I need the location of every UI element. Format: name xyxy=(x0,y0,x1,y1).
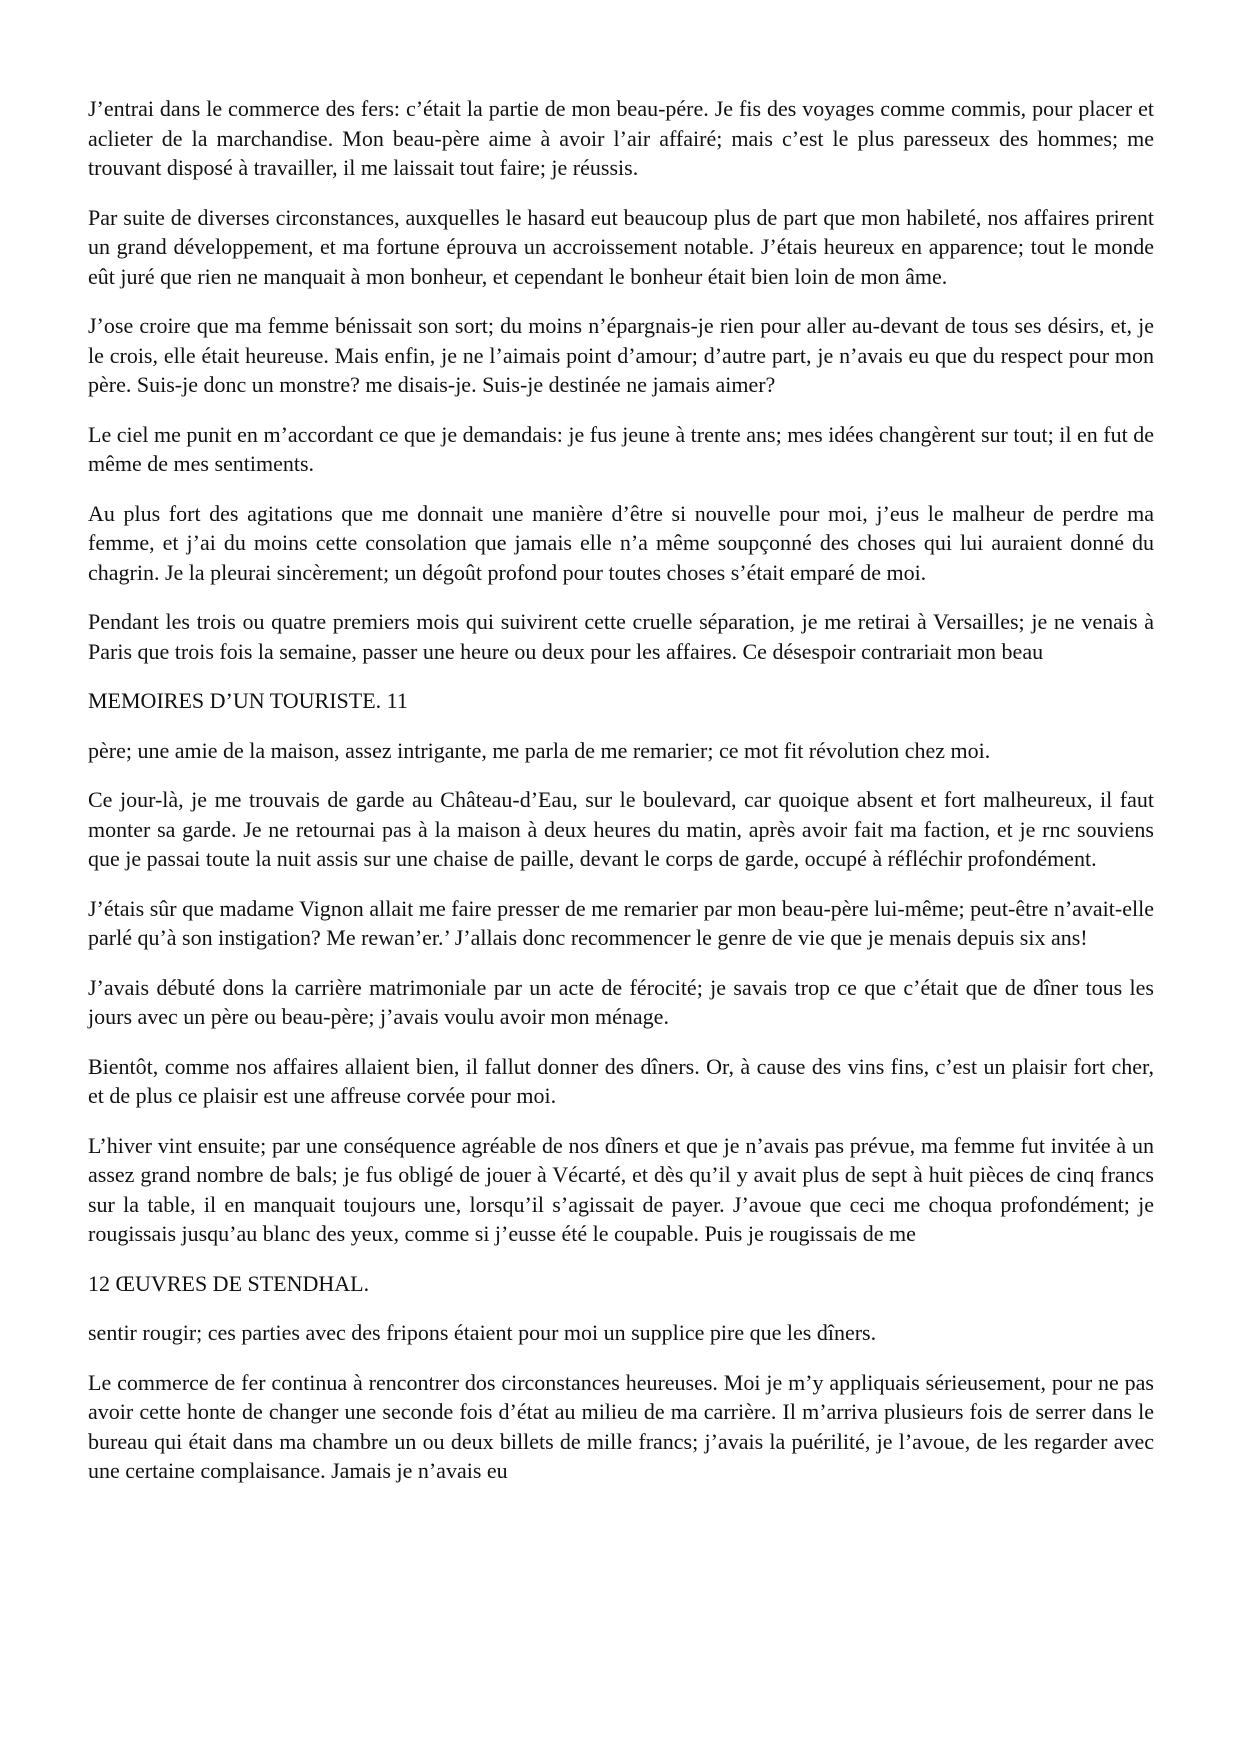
paragraph: J’ose croire que ma femme bénissait son sort; du moins n’épargnais-je rien pour aller au-devant de tous ses désirs, et, je le crois, elle était heureuse. Mais enfin, je ne l’aimais point d’amour; d’autre part, je n’avais eu que du respect pour mon père. Suis-je donc un monstre? me disais-je. Suis-je destinée ne jamais aimer? xyxy=(88,313,1154,397)
paragraph: sentir rougir; ces parties avec des fripons étaient pour moi un supplice pire que les dîners. xyxy=(88,1320,877,1345)
paragraph: Le ciel me punit en m’accordant ce que je demandais: je fus jeune à trente ans; mes idées changèrent sur tout; il en fut de même de mes sentiments. xyxy=(88,421,1154,476)
running-header: MEMOIRES D’UN TOURISTE. 11 xyxy=(88,688,408,713)
paragraph: J’étais sûr que madame Vignon allait me faire presser de me remarier par mon beau-père lui-même; peut-être n’avait-elle parlé qu’à son instigation? Me rewan’er.’ J’allais donc recommencer le genre de vie que je menais depuis six ans! xyxy=(88,895,1154,950)
paragraph: père; une amie de la maison, assez intrigante, me parla de me remarier; ce mot fit révolution chez moi. xyxy=(88,737,991,763)
paragraph: J’avais débuté dons la carrière matrimoniale par un acte de férocité; je savais trop ce que c’était que de dîner tous les jours avec un père ou beau-père; j’avais voulu avoir mon ménage. xyxy=(88,974,1154,1029)
document-page xyxy=(88,94,1154,1506)
running-header: 12 ŒUVRES DE STENDHAL. xyxy=(88,1270,370,1296)
paragraph: J’entrai dans le commerce des fers: c’était la partie de mon beau-pére. Je fis des voyages comme commis, pour placer et aclieter de la marchandise. Mon beau-père aime à avoir l’air affairé; mais c’est le plus paresseux des hommes; me trouvant disposé à travailler, il me laissait tout faire; je réussis. xyxy=(88,96,1154,180)
paragraph: Ce jour-là, je me trouvais de garde au Château-d’Eau, sur le boulevard, car quoique absent et fort malheureux, il faut monter sa garde. Je ne retournai pas à la maison à deux heures du matin, après avoir fait ma faction, et je rnc souviens que je passai toute la nuit assis sur une chaise de paille, devant le corps de garde, occupé à réfléchir profondément. xyxy=(88,787,1154,871)
paragraph: Au plus fort des agitations que me donnait une manière d’être si nouvelle pour moi, j’eus le malheur de perdre ma femme, et j’ai du moins cette consolation que jamais elle n’a même soupçonné des choses qui lui auraient donné du chagrin. Je la pleurai sincèrement; un dégoût profond pour toutes choses s’était emparé de moi. xyxy=(88,500,1154,585)
paragraph: Pendant les trois ou quatre premiers mois qui suivirent cette cruelle séparation, je me retirai à Versailles; je ne venais à Paris que trois fois la semaine, passer une heure ou deux pour les affaires. Ce désespoir contrariait mon beau xyxy=(88,609,1154,664)
paragraph: L’hiver vint ensuite; par une conséquence agréable de nos dîners et que je n’avais pas prévue, ma femme fut invitée à un assez grand nombre de bals; je fus obligé de jouer à Vécarté, et dès qu’il y avait plus de sept à huit pièces de cinq francs sur la table, il en manquait toujours une, lorsqu’il s’agissait de payer. J’avoue que ceci me choqua profondément; je rougissais jusqu’au blanc des yeux, comme si j’eusse été le coupable. Puis je rougissais de me xyxy=(88,1132,1154,1246)
paragraph: Le commerce de fer continua à rencontrer dos circonstances heureuses. Moi je m’y appliquais sérieusement, pour ne pas avoir cette honte de changer une seconde fois d’état au milieu de ma carrière. Il m’arriva plusieurs fois de serrer dans le bureau qui était dans ma chambre un ou deux billets de mille francs; j’avais la puérilité, je l’avoue, de les regarder avec une certaine complaisance. Jamais je n’avais eu xyxy=(88,1369,1154,1483)
paragraph: Par suite de diverses circonstances, auxquelles le hasard eut beaucoup plus de part que mon habileté, nos affaires prirent un grand développement, et ma fortune éprouva un accroissement notable. J’étais heureux en apparence; tout le monde eût juré que rien ne manquait à mon bonheur, et cependant le bonheur était bien loin de mon âme. xyxy=(88,204,1154,289)
paragraph: Bientôt, comme nos affaires allaient bien, il fallut donner des dîners. Or, à cause des vins fins, c’est un plaisir fort cher, et de plus ce plaisir est une affreuse corvée pour moi. xyxy=(88,1053,1154,1108)
